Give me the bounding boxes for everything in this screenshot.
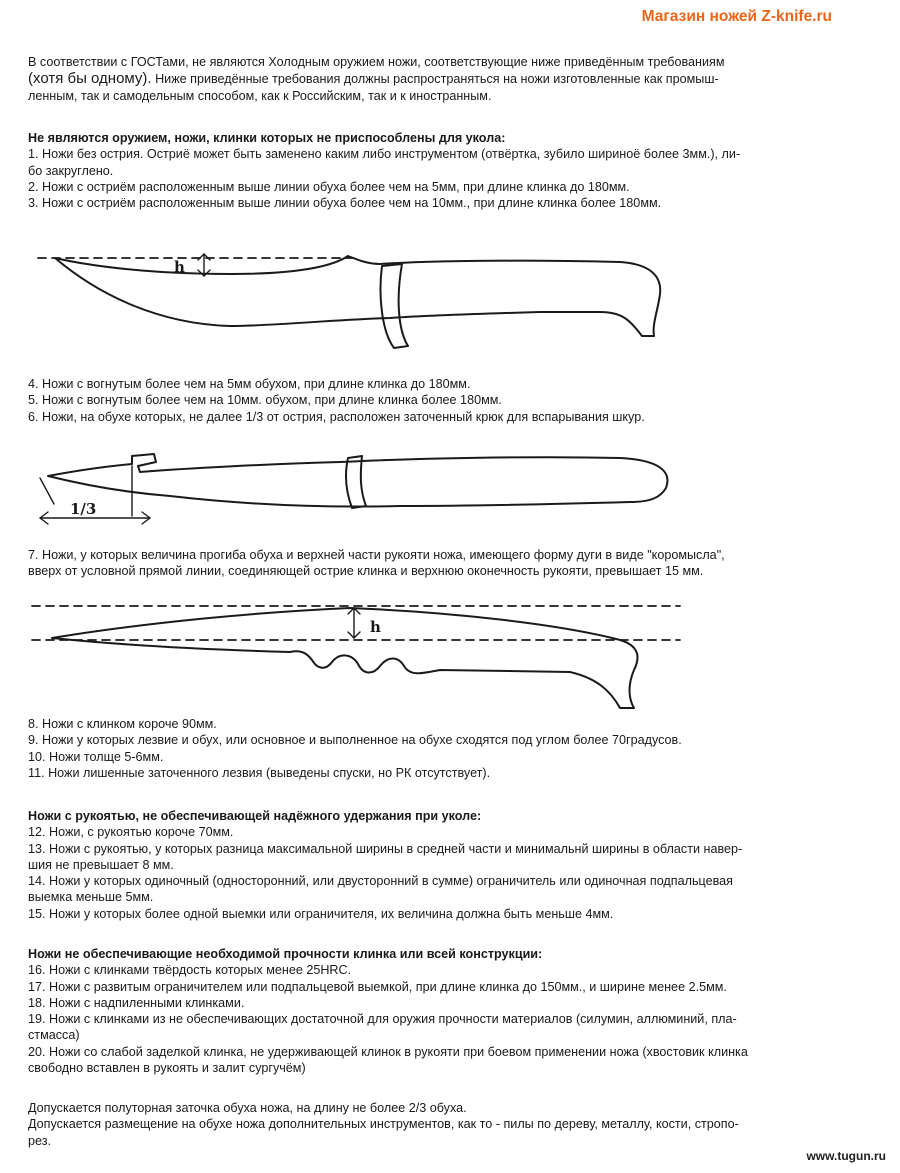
- list-item: шия не превышает 8 мм.: [28, 857, 174, 872]
- footer-line: Допускается полуторная заточка обуха ножа, на длину не более 2/3 обуха.: [28, 1101, 467, 1115]
- list-item: стмасса): [28, 1028, 80, 1043]
- section-handle: [28, 808, 742, 922]
- figure-label-h: h: [174, 258, 185, 276]
- section-no-thrust: [28, 130, 740, 211]
- list-item: 11. Ножи лишенные заточенного лезвия (выведены спуски, но РК отсутствует).: [28, 765, 491, 780]
- list-blade: [28, 716, 682, 781]
- list-item: 14. Ножи у которых одиночный (односторонний, или двусторонний в сумме) ограничитель или одиночная подпальцевая: [28, 874, 733, 889]
- section-heading: Ножи с рукоятью, не обеспечивающей надёжного удержания при уколе:: [28, 809, 482, 823]
- list-item: 7. Ножи, у которых величина прогиба обуха и верхней части рукояти ножа, имеющего форму дуги в виде "коромысла",: [28, 548, 725, 562]
- list-item: 10. Ножи толще 5-6мм.: [28, 749, 164, 764]
- footer-line: Допускается размещение на обухе ножа дополнительных инструментов, как то - пилы по дереву, металлу, кости, стропо-: [28, 1117, 739, 1132]
- watermark: www.tugun.ru: [806, 1149, 886, 1163]
- intro-emphasis: (хотя бы одному).: [28, 70, 152, 88]
- list-item: 12. Ножи, с рукоятью короче 70мм.: [28, 825, 234, 840]
- list-spine: [28, 376, 645, 425]
- list-item: 9. Ножи у которых лезвие и обух, или основное и выполненное на обухе сходятся под углом более 70градусов.: [28, 733, 682, 748]
- footer-line: рез.: [28, 1133, 52, 1148]
- intro-line-1: В соответствии с ГОСТами, не являются Холодным оружием ножи, соответствующие ниже приведённым требованиям: [28, 55, 725, 69]
- list-item: 19. Ножи с клинками из не обеспечивающих достаточной для оружия прочности материалов (силумин, аллюминий, пла-: [28, 1012, 737, 1027]
- list-item: 20. Ножи со слабой заделкой клинка, не удерживающей клинок в рукояти при боевом применении ножа (хвостовик клинка: [28, 1044, 748, 1059]
- list-item: 18. Ножи с надпиленными клинками.: [28, 995, 245, 1010]
- list-item: 2. Ножи с остриём расположенным выше линии обуха более чем на 5мм, при длине клинка до 180мм.: [28, 179, 630, 194]
- knife-figure-gut-hook: [0, 436, 900, 536]
- list-item: вверх от условной прямой линии, соединяющей острие клинка и верхнюю оконечность рукояти, превышает 15 мм.: [28, 564, 704, 579]
- list-item: 1. Ножи без острия. Остриё может быть заменено каким либо инструментом (отвёртка, зубило шириноё более 3мм.), ли-: [28, 147, 741, 162]
- figure-label-one-third: 1/3: [70, 500, 97, 518]
- list-item: 3. Ножи с остриём расположенным выше линии обуха более чем на 10мм., при длине клинка более 180мм.: [28, 196, 662, 211]
- section-strength: [28, 946, 748, 1076]
- list-item: бо закруглено.: [28, 163, 114, 178]
- list-item: 15. Ножи у которых более одной выемки или ограничителя, их величина должна быть меньше 4мм.: [28, 906, 614, 921]
- list-item: 4. Ножи с вогнутым более чем на 5мм обухом, при длине клинка до 180мм.: [28, 377, 471, 391]
- section-heading: Не являются оружием, ножи, клинки которых не приспособлены для укола:: [28, 131, 506, 145]
- intro-paragraph: [28, 54, 725, 104]
- list-item: 5. Ножи с вогнутым более чем на 10мм. обухом, при длине клинка более 180мм.: [28, 393, 502, 408]
- list-item: 8. Ножи с клинком короче 90мм.: [28, 717, 217, 731]
- figure-label-h: h: [370, 618, 381, 636]
- item-7: [28, 547, 725, 580]
- list-item: 13. Ножи с рукоятью, у которых разница максимальной ширины в средней части и минимальнй ширины в области навер-: [28, 841, 743, 856]
- list-item: свободно вставлен в рукоять и залит сургучём): [28, 1061, 306, 1076]
- shop-title: Магазин ножей Z-knife.ru: [641, 8, 832, 25]
- section-heading: Ножи не обеспечивающие необходимой прочности клинка или всей конструкции:: [28, 947, 543, 961]
- knife-figure-arc: [0, 594, 900, 714]
- intro-line-2: Ниже приведённые требования должны распространяться на ножи изготовленные как промыш-: [151, 72, 719, 87]
- knife-figure-point-height: [0, 236, 900, 366]
- intro-line-3: ленным, так и самодельным способом, как к Российским, так и к иностранным.: [28, 88, 492, 103]
- list-item: 6. Ножи, на обухе которых, не далее 1/3 от острия, расположен заточенный крюк для вспарывания шкур.: [28, 409, 645, 424]
- list-item: выемка меньше 5мм.: [28, 890, 154, 905]
- footer-notes: [28, 1100, 739, 1149]
- list-item: 17. Ножи с развитым ограничителем или подпальцевой выемкой, при длине клинка до 150мм., и ширине менее 2.5мм.: [28, 979, 727, 994]
- list-item: 16. Ножи с клинками твёрдость которых менее 25HRC.: [28, 963, 352, 978]
